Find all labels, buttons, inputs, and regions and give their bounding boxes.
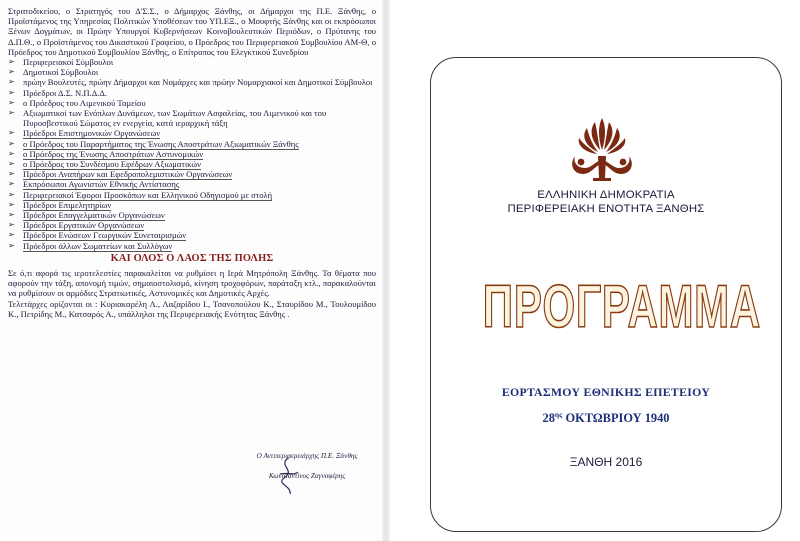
invitee-text: Πρόεδροι Επαγγελματικών Οργανώσεων [23, 210, 165, 221]
invitee-text: Πρόεδροι Δ.Σ. Ν.Π.Δ.Δ. [23, 87, 108, 98]
checkmark-arrow-icon: ➢ [8, 240, 15, 250]
date-day: 28 [542, 411, 555, 426]
palmette-emblem-icon [567, 116, 637, 182]
header-line-1: ΕΛΛΗΝΙΚΗ ΔΗΜΟΚΡΑΤΙΑ [537, 189, 675, 201]
date-rest: ΟΚΤΩΒΡΙΟΥ 1940 [565, 411, 670, 426]
invitee-list-item [8, 179, 376, 189]
checkmark-arrow-icon: ➢ [8, 148, 15, 158]
checkmark-arrow-icon: ➢ [8, 97, 15, 107]
checkmark-arrow-icon: ➢ [8, 189, 15, 199]
intro-paragraph: Στρατοδικείου, ο Στρατηγός του Δ'Σ.Σ., ο Δήμαρχος Ξάνθης, οι Δήμαρχοι της Π.Ε. Ξάνθης, ο Προϊστάμενος της Υπηρεσίας Πολιτικών Υποθέσεων του ΥΠ.ΕΞ., ο Μουφτής Ξάνθης και οι εκπρόσωποι Ξένων Δογμάτων, οι Πρώην Υπουργοί Κυβερνήσεων Κοινοβουλευτικών Περιόδων, ο Πρύτανης του Δ.Π.Θ., ο Προϊστάμενος του Δικαστικού Γραφείου, ο Πρόεδρος του Περιφερειακού Συμβουλίου ΑΜ-Θ, ο Πρόεδρος του Δημοτικού Συμβουλίου Ξάνθης, ο Επίτροπος του Ελεγκτικού Συνεδρίου [8, 6, 376, 57]
signature-name: Κωνσταντίνος Ζαγναφέρης [268, 472, 346, 480]
invitee-list-item [8, 77, 376, 87]
checkmark-arrow-icon: ➢ [8, 77, 15, 87]
checkmark-arrow-icon: ➢ [8, 159, 15, 169]
invitee-list-item [8, 139, 376, 149]
religious-paragraph: Σε ό,τι αφορά τις ιεροτελεστίες παρακαλείται να ρυθμίσει η Ιερά Μητρόπολη Ξάνθης. Τα θέματα που αφορούν την τάξη, απονομή τιμών, σημαιοστολισμό, κίνηση τροχοφόρων, παράταξη κτλ., παρακαλούνται να ρυθμίσουν οι αρμόδιες Στρατιωτικές, Αστυνομικές και Δημοτικές Αρχές. [8, 268, 376, 299]
invitee-text: Περιφερειακοί Σύμβουλοι [23, 57, 114, 68]
checkmark-arrow-icon: ➢ [8, 108, 15, 118]
invitee-list-item [8, 57, 376, 67]
invitee-list-item [8, 220, 376, 230]
invitee-text: Εκπρόσωποι Αγωνιστών Εθνικής Αντίστασης [23, 179, 180, 190]
invitee-list-item [8, 108, 376, 128]
organizers-paragraph: Τελετάρχες ορίζονται οι : Κυριακαρέλη Λ., Λαζαρίδου Ι., Τσανοπούλου Κ., Σταυρίδου Μ., Τουλουμίδου Κ., Πετρίδης Μ., Κατσαρός Α., υπάλληλοι της Περιφερειακής Ενότητας Ξάνθης . [8, 298, 376, 319]
invitee-list-item [8, 98, 376, 108]
checkmark-arrow-icon: ➢ [8, 67, 15, 77]
date-suffix: ης [554, 410, 563, 419]
invitee-text: Πρόεδροι Ενώσεων Γεωργικών Συνεταιρισμών [23, 230, 187, 241]
invitee-text: Πρόεδροι Αναπήρων και Εφεδροπολεμιστικών Οργανώσεων [23, 169, 233, 180]
checkmark-arrow-icon: ➢ [8, 128, 15, 138]
header-line-2: ΠΕΡΙΦΕΡΕΙΑΚΗ ΕΝΟΤΗΤΑ ΞΑΝΘΗΣ [507, 203, 705, 215]
invitee-list-item [8, 190, 376, 200]
invitee-text: Πρόεδροι Επιστημονικών Οργανώσεων [23, 128, 161, 139]
invitee-list-item [8, 149, 376, 159]
left-page [0, 0, 382, 541]
invitee-text: ο Πρόεδρος του Συνδέσμου Εφέδρων Αξιωματικών [23, 159, 201, 170]
invitee-text: Περιφερειακοί Έφοροι Προσκόπων και Ελληνικού Οδηγισμού με στολή [23, 189, 273, 200]
program-title: ΠΡΟΓΡΑΜΜΑ [482, 273, 761, 340]
checkmark-arrow-icon: ➢ [8, 138, 15, 148]
invitee-text: πρώην Βουλευτές, πρώην Δήμαρχοι και Νομάρχες και πρώην Νομαρχιακοί και Δημοτικοί Σύμβουλοι [23, 77, 373, 88]
checkmark-arrow-icon: ➢ [8, 210, 15, 220]
invitee-list [8, 57, 376, 251]
invitee-list-item [8, 230, 376, 240]
checkmark-arrow-icon: ➢ [8, 169, 15, 179]
invitee-list-item [8, 200, 376, 210]
checkmark-arrow-icon: ➢ [8, 230, 15, 240]
checkmark-arrow-icon: ➢ [8, 199, 15, 209]
invitee-list-item [8, 241, 376, 251]
signature-block [232, 452, 382, 480]
invitee-text: Αξιωματικοί των Ενόπλων Δυνάμεων, των Σωμάτων Ασφαλείας, του Λιμενικού και του Πυροσβεστικού Σώματος εν ενεργεία, κατά ιεραρχική τάξη [23, 108, 327, 129]
signature-scribble [268, 456, 308, 496]
invitee-text: Πρόεδροι Επιμελητηρίων [23, 199, 112, 210]
checkmark-arrow-icon: ➢ [8, 57, 15, 67]
place-year: ΞΑΝΘΗ 2016 [569, 455, 643, 469]
invitee-list-item [8, 88, 376, 98]
date-line [430, 410, 782, 426]
invitee-list-item [8, 128, 376, 138]
checkmark-arrow-icon: ➢ [8, 220, 15, 230]
left-page-content [8, 6, 376, 319]
invitee-text: Δημοτικοί Σύμβουλοι [23, 67, 99, 78]
crowd-line: ΚΑΙ ΟΛΟΣ Ο ΛΑΟΣ ΤΗΣ ΠΟΛΗΣ [110, 252, 274, 264]
invitee-text: Πρόεδροι άλλων Σωματείων και Συλλόγων [23, 240, 173, 251]
invitee-list-item [8, 67, 376, 77]
right-page [390, 0, 800, 541]
page-fold [382, 0, 390, 541]
checkmark-arrow-icon: ➢ [8, 87, 15, 97]
invitee-text: ο Πρόεδρος της Ένωσης Αποστράτων Αστυνομικών [23, 148, 204, 159]
checkmark-arrow-icon: ➢ [8, 179, 15, 189]
invitee-text: ο Πρόεδρος του Λιμενικού Ταμείου [23, 97, 146, 108]
invitee-list-item [8, 210, 376, 220]
occasion-line: ΕΟΡΤΑΣΜΟΥ ΕΘΝΙΚΗΣ ΕΠΕΤΕΙΟΥ [501, 385, 711, 399]
invitee-text: ο Πρόεδρος του Παραρτήματος της Ένωσης Αποστράτων Αξιωματικών Ξάνθης [23, 138, 299, 149]
signature-title: Ο Αντιπεριφερειάρχης Π.Ε. Ξάνθης [256, 452, 358, 460]
invitee-text: Πρόεδροι Εργατικών Οργανώσεων [23, 220, 145, 231]
invitee-list-item [8, 159, 376, 169]
invitee-list-item [8, 169, 376, 179]
